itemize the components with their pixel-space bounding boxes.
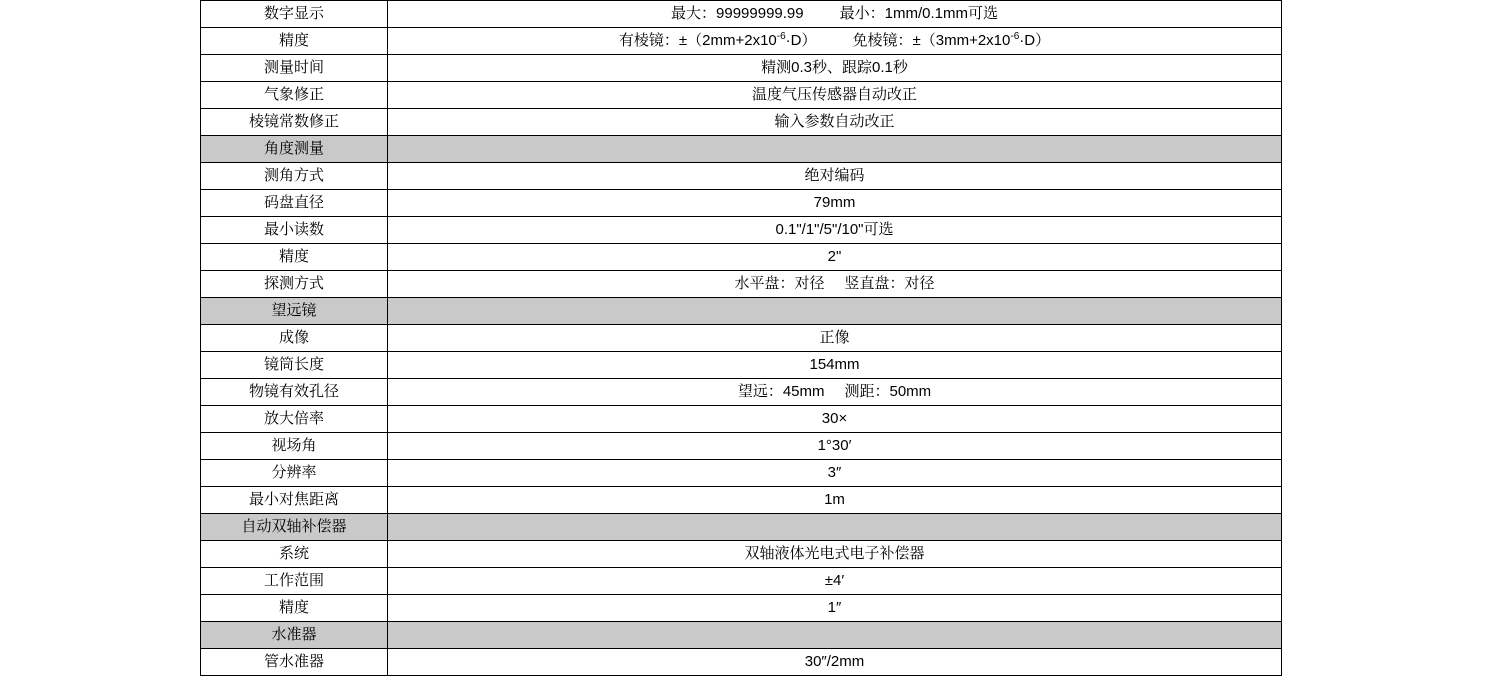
row-value: 温度气压传感器自动改正 (388, 82, 1282, 109)
table-row (201, 271, 1282, 298)
table-row (201, 433, 1282, 460)
row-value: 30″/2mm (388, 649, 1282, 676)
table-row (201, 82, 1282, 109)
row-label: 视场角 (201, 433, 388, 460)
table-row (201, 541, 1282, 568)
table-row (201, 190, 1282, 217)
row-label: 管水准器 (201, 649, 388, 676)
table-row (201, 649, 1282, 676)
row-value: 1m (388, 487, 1282, 514)
table-row (201, 352, 1282, 379)
row-value: 最大：99999999.99 最小：1mm/0.1mm可选 (388, 1, 1282, 28)
row-label: 系统 (201, 541, 388, 568)
section-value-empty (388, 514, 1282, 541)
specification-table (200, 0, 1282, 676)
table-row (201, 244, 1282, 271)
table-row (201, 595, 1282, 622)
table-row (201, 325, 1282, 352)
section-value-empty (388, 622, 1282, 649)
table-row (201, 217, 1282, 244)
table-row (201, 379, 1282, 406)
table-row (201, 109, 1282, 136)
row-value: 154mm (388, 352, 1282, 379)
table-row (201, 568, 1282, 595)
row-label: 精度 (201, 28, 388, 55)
row-label: 探测方式 (201, 271, 388, 298)
row-value: 输入参数自动改正 (388, 109, 1282, 136)
row-label: 镜筒长度 (201, 352, 388, 379)
row-label: 气象修正 (201, 82, 388, 109)
row-label: 精度 (201, 595, 388, 622)
specification-table-container (200, 0, 1281, 676)
row-value: 望远：45mm 测距：50mm (388, 379, 1282, 406)
row-value: 30× (388, 406, 1282, 433)
table-row (201, 28, 1282, 55)
row-label: 最小读数 (201, 217, 388, 244)
row-label: 测量时间 (201, 55, 388, 82)
row-value: 1″ (388, 595, 1282, 622)
section-label: 角度测量 (201, 136, 388, 163)
section-label: 水准器 (201, 622, 388, 649)
table-row (201, 487, 1282, 514)
section-header-row (201, 298, 1282, 325)
section-header-row (201, 514, 1282, 541)
table-row (201, 163, 1282, 190)
table-row (201, 55, 1282, 82)
row-value: 绝对编码 (388, 163, 1282, 190)
row-value: 1°30′ (388, 433, 1282, 460)
section-header-row (201, 136, 1282, 163)
section-value-empty (388, 298, 1282, 325)
row-label: 最小对焦距离 (201, 487, 388, 514)
row-value: 正像 (388, 325, 1282, 352)
table-row (201, 460, 1282, 487)
row-value: 水平盘：对径 竖直盘：对径 (388, 271, 1282, 298)
row-label: 成像 (201, 325, 388, 352)
row-label: 物镜有效孔径 (201, 379, 388, 406)
row-value: 79mm (388, 190, 1282, 217)
table-row (201, 406, 1282, 433)
row-label: 数字显示 (201, 1, 388, 28)
row-value: 2" (388, 244, 1282, 271)
row-label: 棱镜常数修正 (201, 109, 388, 136)
row-value: 有棱镜：$\pm(2mm+2x10^{-6}\cdot D)$ 免棱镜：$\pm(3mm+2x10^{-6}\cdot D)$ (388, 28, 1282, 55)
specification-table-body (201, 1, 1282, 676)
row-value: ±4′ (388, 568, 1282, 595)
row-value: 3″ (388, 460, 1282, 487)
row-label: 放大倍率 (201, 406, 388, 433)
row-value: 0.1"/1"/5"/10"可选 (388, 217, 1282, 244)
section-label: 自动双轴补偿器 (201, 514, 388, 541)
row-value: 精测0.3秒、跟踪0.1秒 (388, 55, 1282, 82)
section-header-row (201, 622, 1282, 649)
row-label: 码盘直径 (201, 190, 388, 217)
row-label: 精度 (201, 244, 388, 271)
row-label: 工作范围 (201, 568, 388, 595)
section-value-empty (388, 136, 1282, 163)
row-label: 分辨率 (201, 460, 388, 487)
table-row (201, 1, 1282, 28)
section-label: 望远镜 (201, 298, 388, 325)
row-label: 测角方式 (201, 163, 388, 190)
row-value: 双轴液体光电式电子补偿器 (388, 541, 1282, 568)
